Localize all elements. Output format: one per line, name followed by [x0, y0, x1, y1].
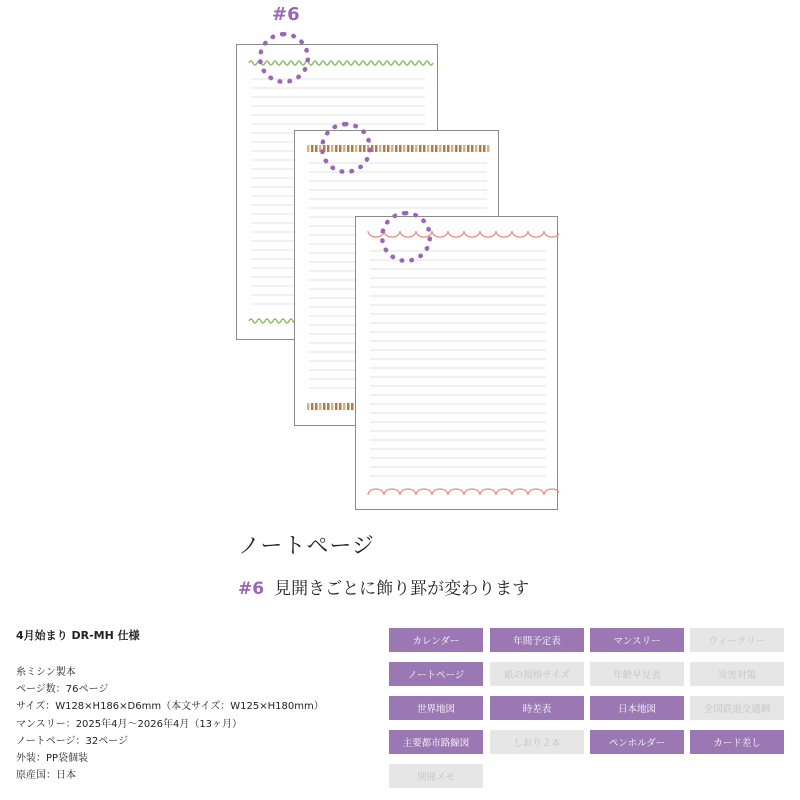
feature-badge-card-slot[interactable]: カード差し [690, 730, 784, 754]
feature-badge-world-map[interactable]: 世界地図 [389, 696, 483, 720]
feature-badge-pen-holder[interactable]: ペンホルダー [590, 730, 684, 754]
spec-line: 糸ミシン製本 [16, 667, 76, 678]
feature-badge-paper-size[interactable]: 紙の規格サイズ [490, 662, 584, 686]
feature-badge-age-table[interactable]: 年齢早見表 [590, 662, 684, 686]
highlight-circle [320, 122, 372, 174]
spec-list [16, 664, 324, 784]
feature-badge-japan-map[interactable]: 日本地図 [590, 696, 684, 720]
highlight-circle [258, 32, 310, 84]
spec-line: マンスリー：2025年4月〜2026年4月（13ヶ月） [16, 718, 243, 730]
spec-title: 4月始まり DR-MH 仕様 [16, 629, 140, 642]
feature-badge-note-page[interactable]: ノートページ [389, 662, 483, 686]
feature-badge-memo[interactable]: 別冊メモ [389, 764, 483, 788]
caption-number: #6 [238, 579, 265, 599]
feature-badge-city-routes[interactable]: 主要都市路線図 [389, 730, 483, 754]
feature-badge-yearly[interactable]: 年間予定表 [490, 628, 584, 652]
spec-line: ノートページ：32ページ [16, 735, 129, 747]
number-label: #6 [272, 4, 300, 25]
feature-badge-weekly[interactable]: ウィークリー [690, 628, 784, 652]
feature-caption [238, 574, 529, 599]
feature-badge-time-difference[interactable]: 時差表 [490, 696, 584, 720]
feature-badge-bookmarks[interactable]: しおり２本 [490, 730, 584, 754]
caption-text: 見開きごとに飾り罫が変わります [274, 579, 530, 599]
spec-line: 外装：PP袋個装 [16, 753, 89, 765]
feature-badge-calendar[interactable]: カレンダー [389, 628, 483, 652]
spec-line: 原産国：日本 [16, 770, 76, 782]
page-title: ノートページ [238, 534, 375, 559]
highlight-circle [380, 211, 432, 263]
scallop-border-pattern [356, 217, 559, 511]
spec-line: ページ数：76ページ [16, 684, 109, 696]
feature-badge-railway-map[interactable]: 全国鉄道交通網 [690, 696, 784, 720]
spec-line: サイズ：W128×H186×D6mm（本文サイズ：W125×H180mm） [16, 701, 324, 713]
note-page-red [355, 216, 558, 510]
feature-badge-monthly[interactable]: マンスリー [590, 628, 684, 652]
feature-badge-disaster[interactable]: 災害対策 [690, 662, 784, 686]
